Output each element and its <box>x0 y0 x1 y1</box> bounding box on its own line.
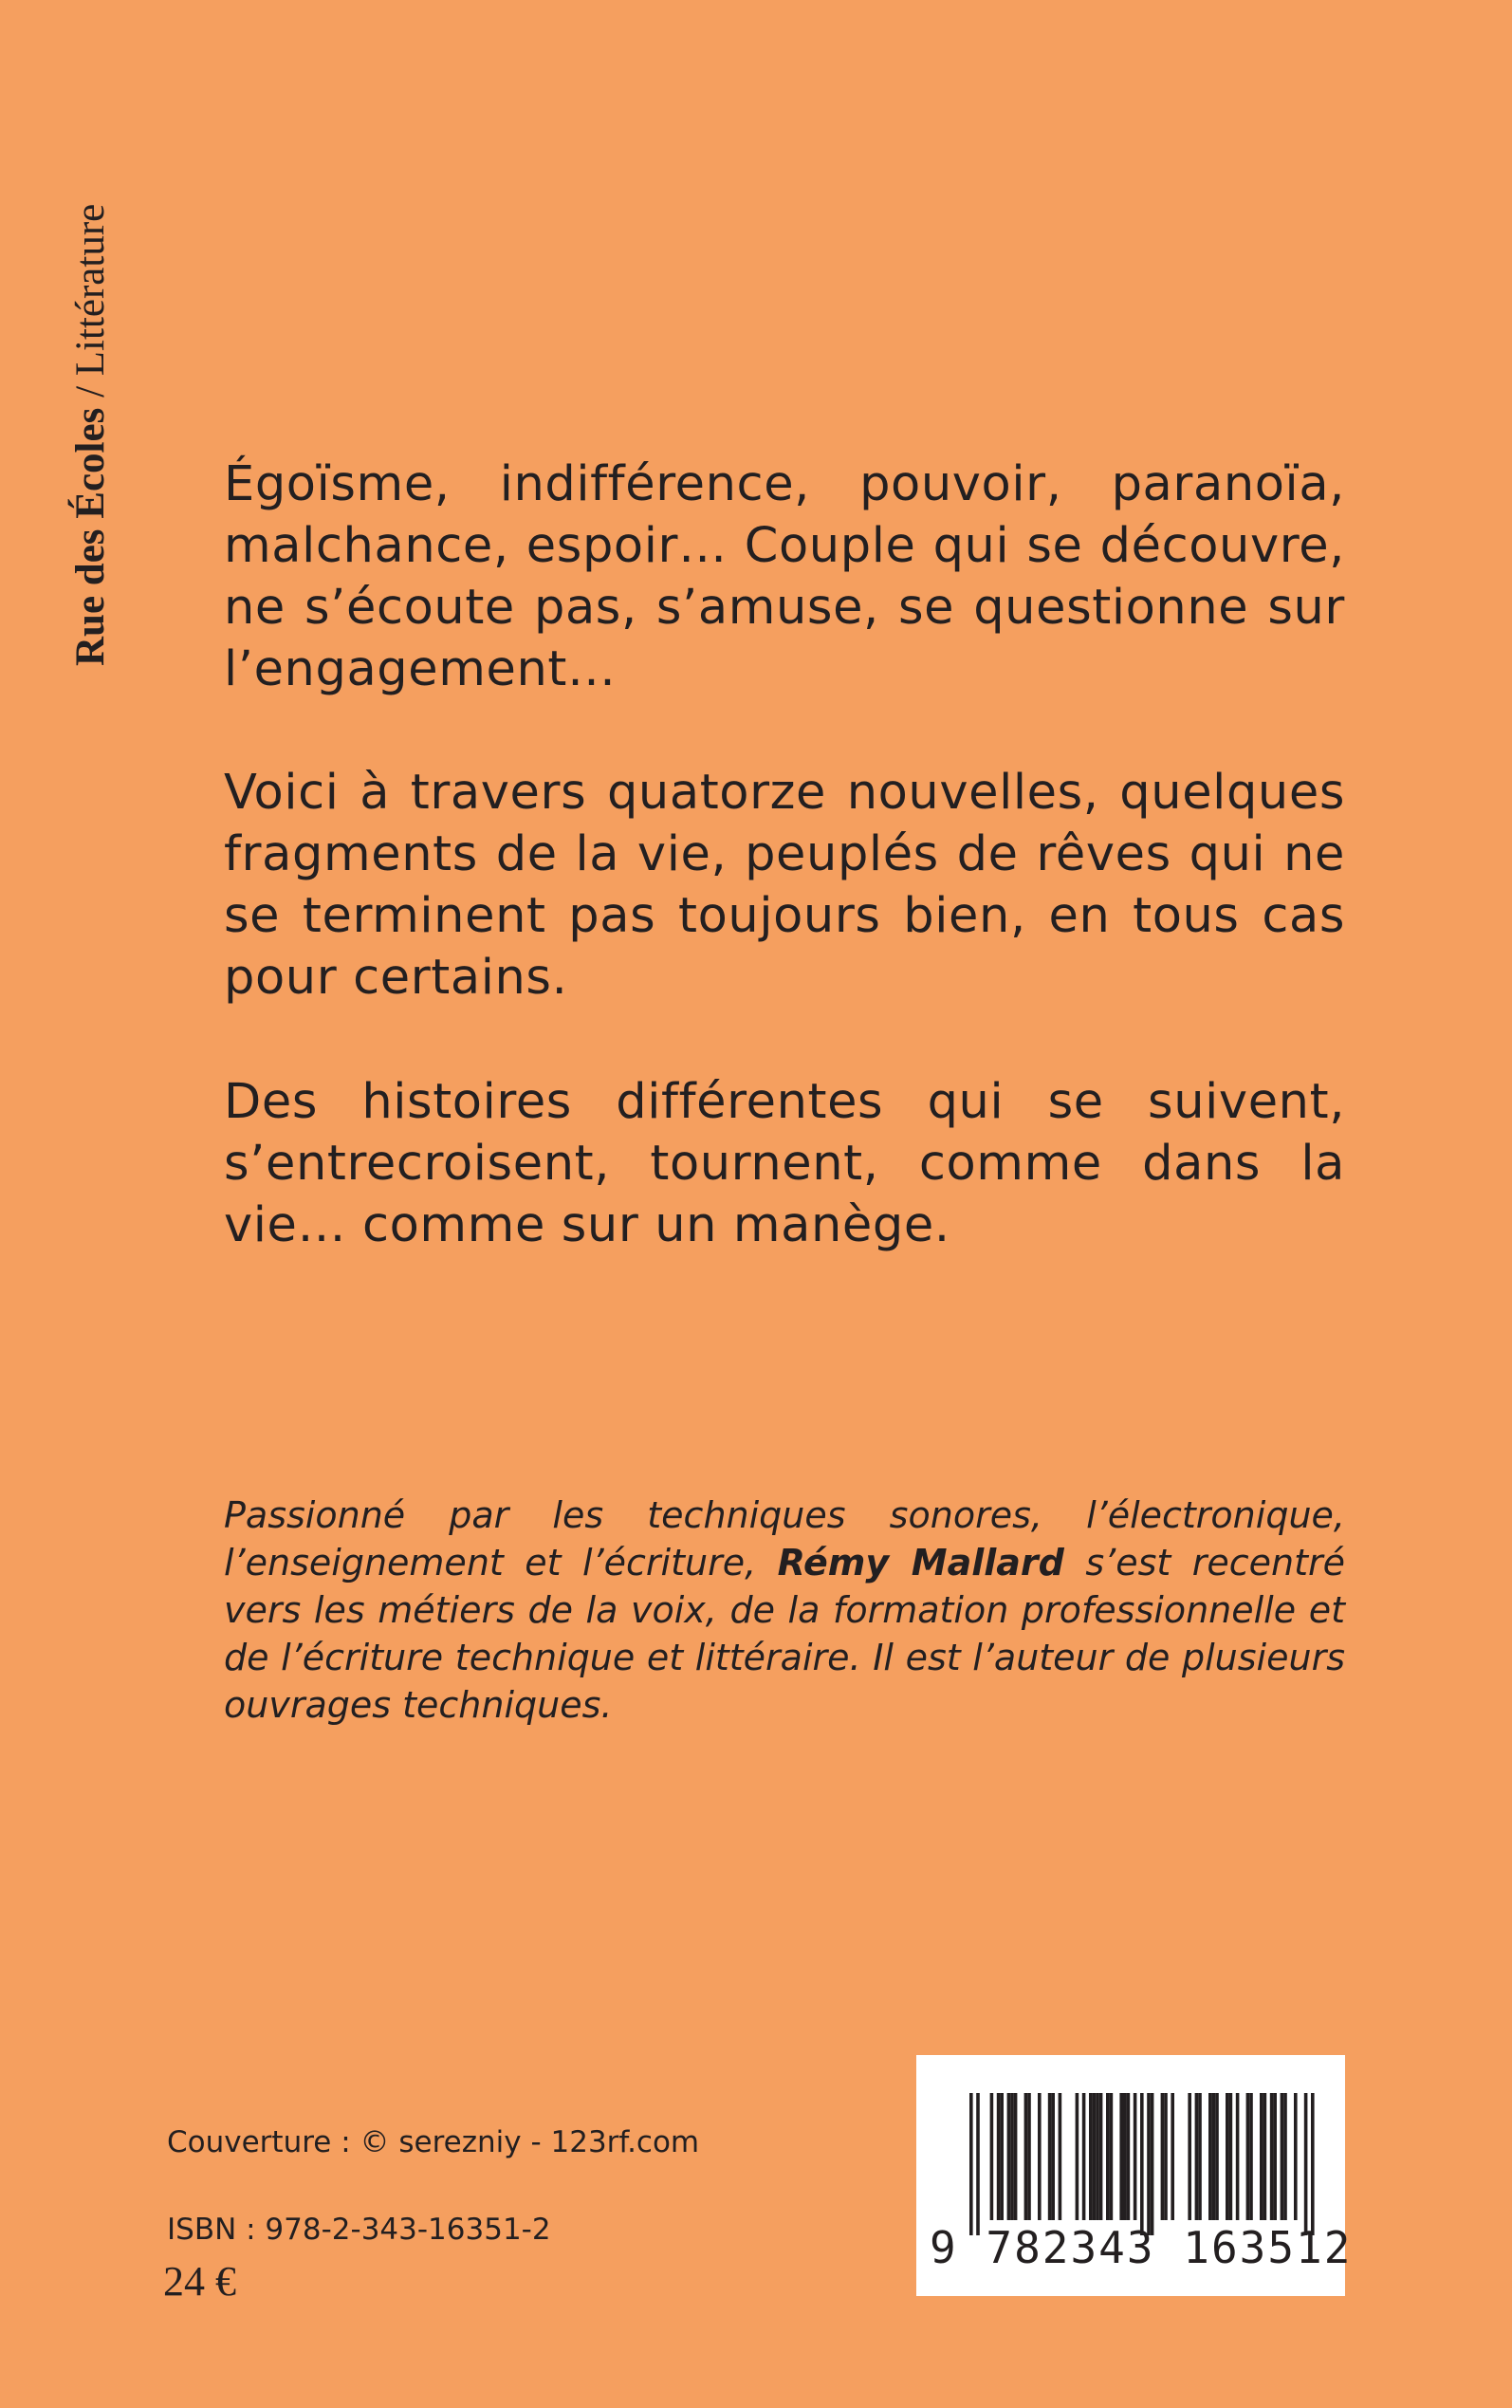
barcode-bar <box>1000 2093 1004 2220</box>
barcode <box>916 2055 1353 2296</box>
author-name: Rémy Mallard <box>777 1542 1064 1584</box>
barcode-bar <box>1147 2093 1151 2235</box>
barcode-bar <box>1127 2093 1131 2220</box>
spine-separator: / <box>68 376 113 408</box>
category-name: Littérature <box>68 203 113 377</box>
barcode-bar <box>997 2093 1001 2220</box>
barcode-bar <box>1007 2093 1011 2220</box>
barcode-bar <box>1236 2093 1240 2220</box>
blurb-paragraph-3: Des histoires différentes qui se suivent, s’entrecroisent, tournent, comme dans la vie… comme sur un manège. <box>224 1074 1345 1253</box>
barcode-bar <box>1212 2093 1216 2220</box>
barcode-bar <box>1246 2093 1250 2220</box>
price: 24 € <box>163 2258 236 2305</box>
barcode-bar <box>1273 2093 1277 2220</box>
barcode-bar <box>1110 2093 1114 2220</box>
barcode-digits: 9 782343 163512 <box>930 2222 1353 2273</box>
barcode-bar <box>1161 2093 1165 2220</box>
barcode-bar <box>1283 2093 1287 2220</box>
barcode-bar <box>990 2093 994 2220</box>
barcode-bar <box>1014 2093 1018 2220</box>
barcode-bar <box>1229 2093 1233 2220</box>
barcode-bar <box>1140 2093 1144 2235</box>
barcode-bar <box>1106 2093 1110 2220</box>
barcode-bar <box>1270 2093 1274 2220</box>
barcode-bar <box>1311 2093 1315 2235</box>
barcode-bar <box>1281 2093 1284 2220</box>
barcode-bar <box>1151 2093 1154 2235</box>
cover-credit: Couverture : © serezniy - 123rf.com <box>167 2125 700 2159</box>
barcode-bar <box>1260 2093 1263 2220</box>
barcode-bar <box>1198 2093 1202 2220</box>
barcode-bar <box>1051 2093 1055 2220</box>
barcode-bar <box>1089 2093 1093 2220</box>
barcode-bar <box>1123 2093 1127 2220</box>
barcode-bar <box>1188 2093 1191 2220</box>
barcode-bar <box>1249 2093 1253 2220</box>
barcode-bar <box>1082 2093 1086 2220</box>
barcode-bar <box>1164 2093 1168 2220</box>
barcode-bar <box>1195 2093 1199 2220</box>
barcode-bar <box>1294 2093 1298 2220</box>
barcode-bar <box>1048 2093 1052 2220</box>
barcode-bar <box>1010 2093 1014 2220</box>
barcode-bar <box>1134 2093 1137 2220</box>
barcode-bar <box>1263 2093 1267 2220</box>
barcode-bar <box>1093 2093 1097 2220</box>
barcode-bar <box>1096 2093 1099 2220</box>
barcode-bar <box>969 2093 973 2235</box>
barcode-bar <box>1119 2093 1123 2220</box>
barcode-bar <box>1027 2093 1031 2220</box>
barcode-bar <box>1059 2093 1062 2220</box>
barcode-bar <box>1099 2093 1103 2220</box>
series-name: Rue des Écoles <box>68 407 113 666</box>
barcode-bar <box>1208 2093 1212 2220</box>
bio-text-start: Passionné par les techniques sonores, l’électronique, l’enseignement et l’écriture, <box>224 1494 1345 1584</box>
author-bio <box>224 1491 1345 1729</box>
blurb-paragraph-2: Voici à travers quatorze nouvelles, quelques fragments de la vie, peuplés de rêves qui ne se terminent pas toujours bien, en tous cas pour certains. <box>224 765 1345 1006</box>
barcode-bar <box>976 2093 980 2235</box>
spine-text <box>70 204 111 666</box>
barcode-bar <box>1215 2093 1219 2220</box>
bio-text-end: s’est recentré vers les métiers de la voix, de la formation professionnelle et de l’écriture technique et littéraire. Il est l’auteur de plusieurs ouvrages techniques. <box>224 1542 1346 1726</box>
barcode-bar <box>1304 2093 1308 2235</box>
isbn-number: ISBN : 978-2-343-16351-2 <box>167 2213 551 2247</box>
barcode-bar <box>1076 2093 1079 2220</box>
barcode-bar <box>1226 2093 1229 2220</box>
barcode-bar <box>1171 2093 1174 2220</box>
blurb-paragraph-1: Égoïsme, indifférence, pouvoir, paranoïa, malchance, espoir… Couple qui se découvre, ne s’écoute pas, s’amuse, se questionne sur l’engagement… <box>224 456 1345 697</box>
barcode-bar <box>1038 2093 1042 2220</box>
barcode-bar <box>1024 2093 1028 2220</box>
